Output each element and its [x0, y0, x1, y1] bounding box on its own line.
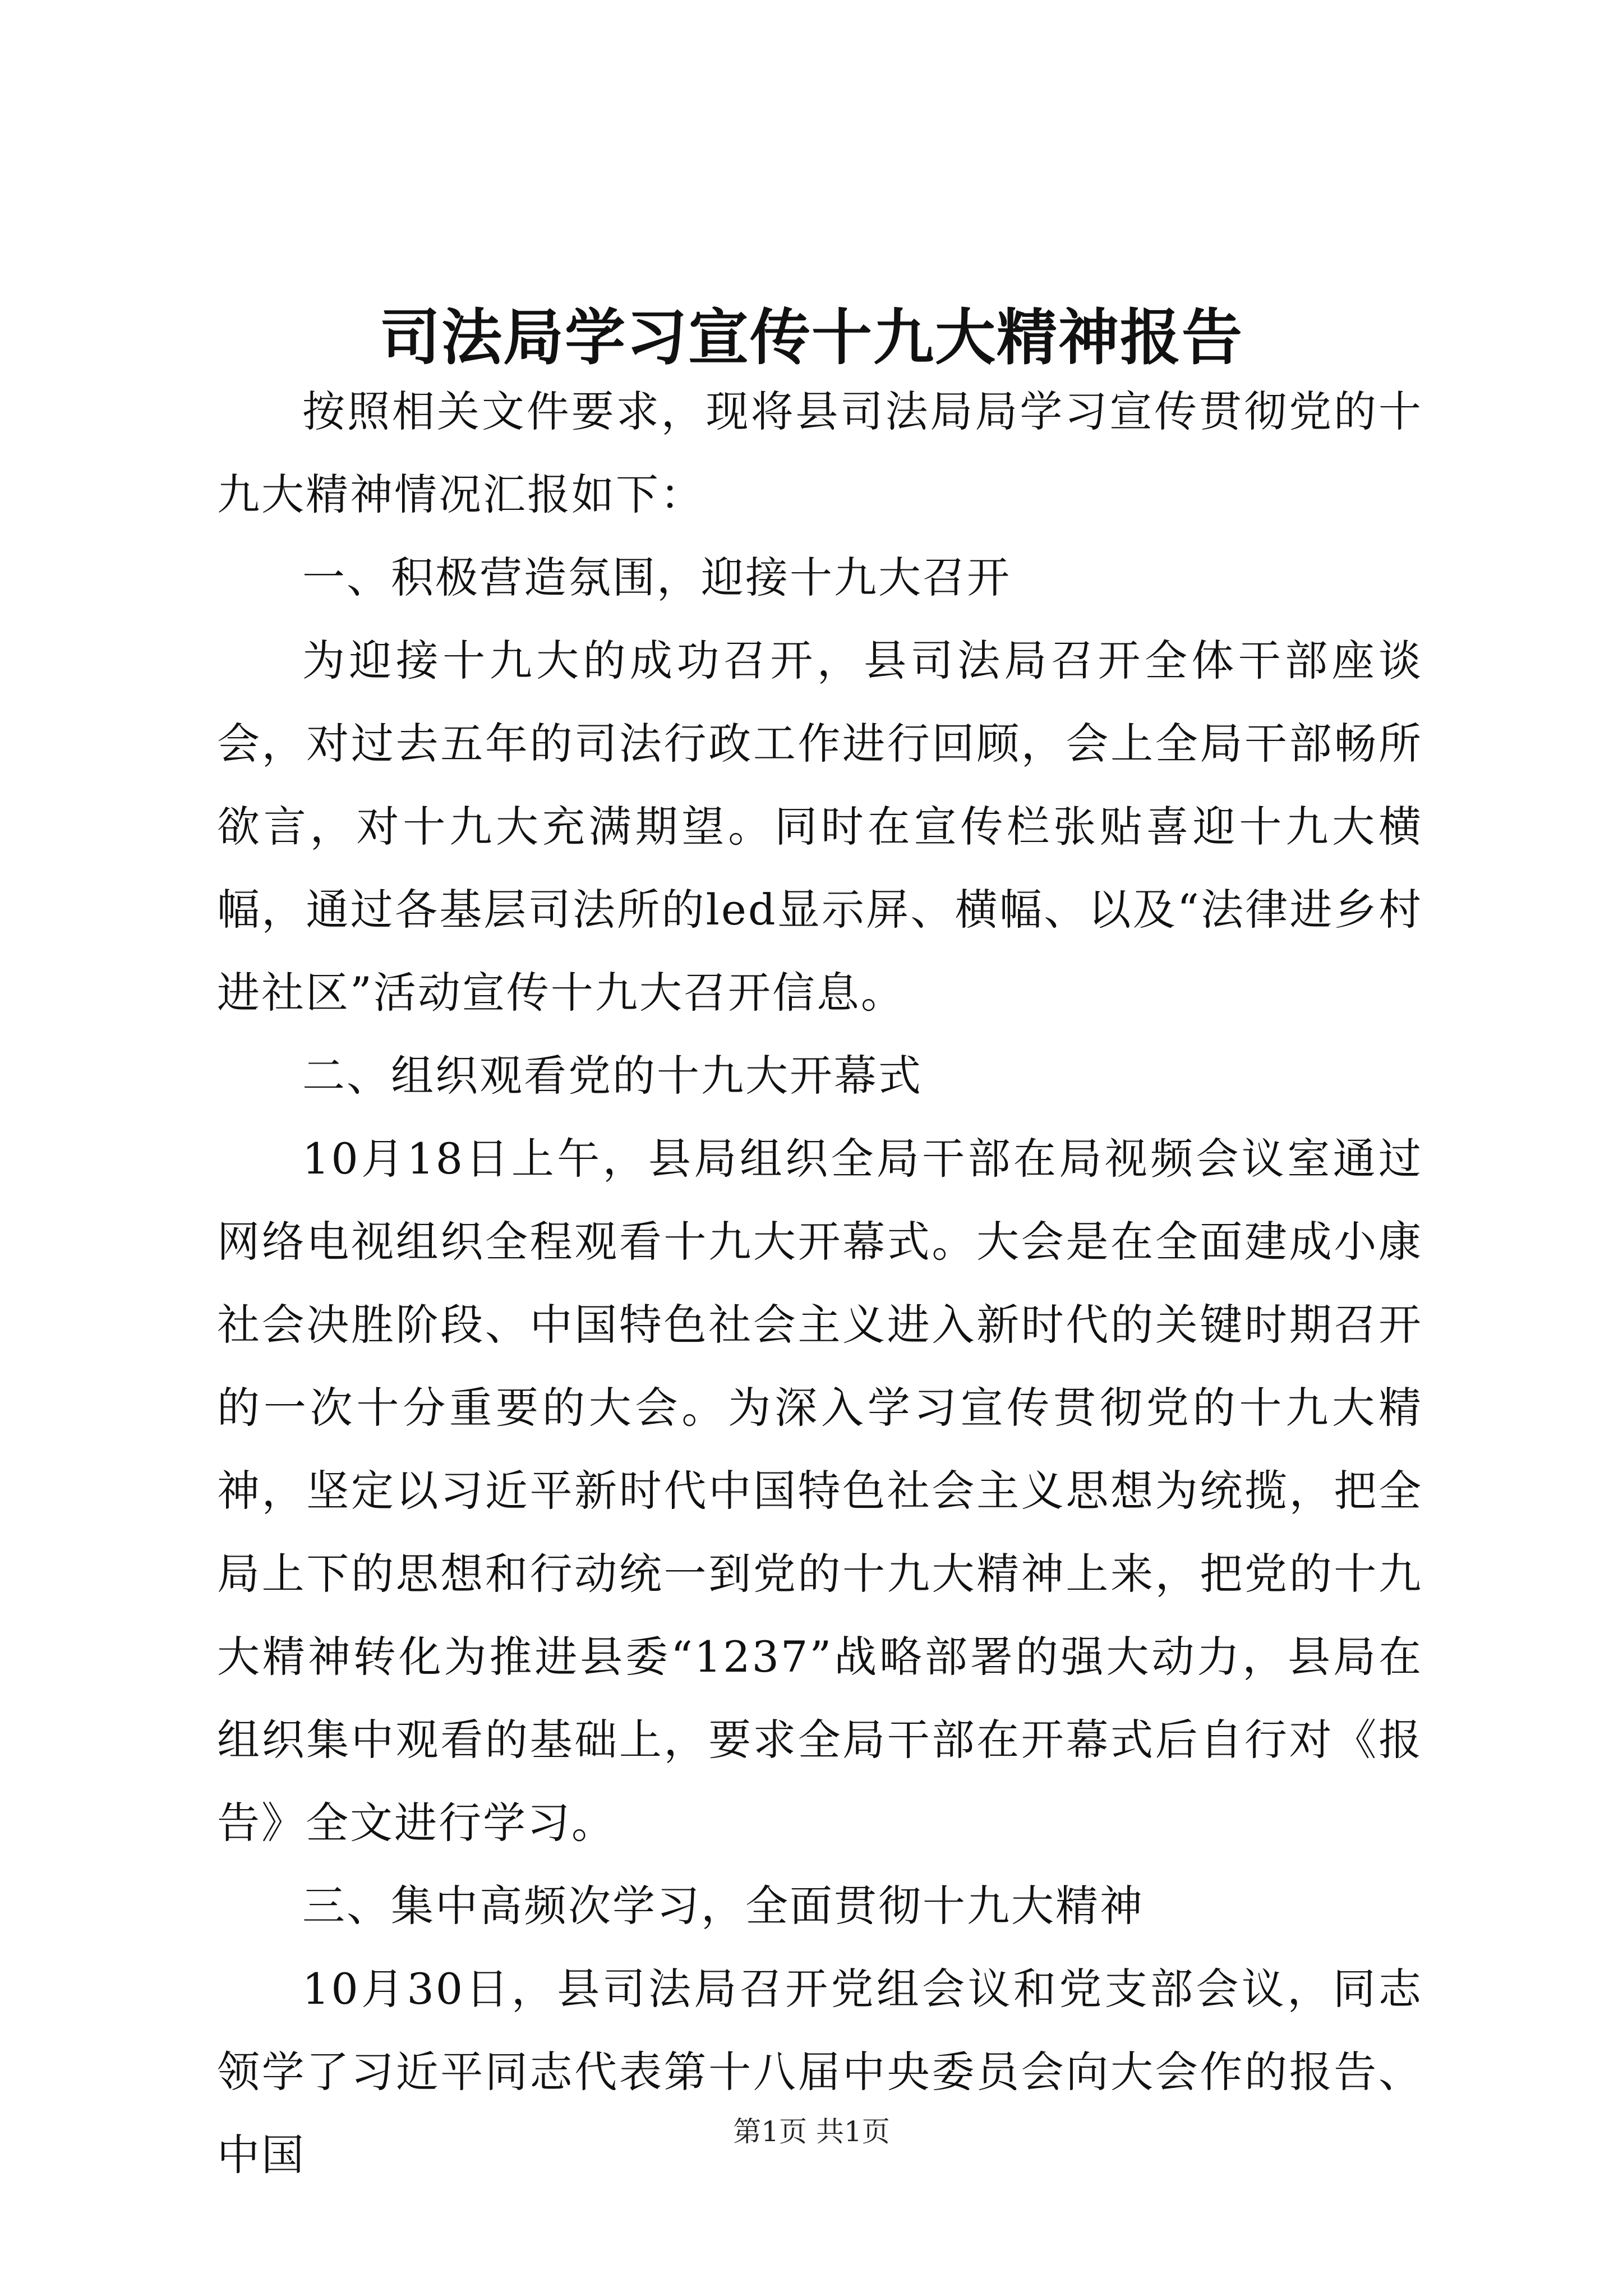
document-body — [217, 370, 1423, 2197]
section-heading-1: 一、积极营造氛围，迎接十九大召开 — [302, 553, 1011, 602]
page-footer: 第1页 共1页 — [733, 2115, 890, 2148]
section-paragraph-3: 10月30日，县司法局召开党组会议和党支部会议，同志领学了习近平同志代表第十八届中央委员会向大会作的报告、中国 — [217, 1964, 1423, 2180]
intro-paragraph: 按照相关文件要求，现将县司法局局学习宣传贯彻党的十九大精神情况汇报如下： — [217, 386, 1423, 519]
section-heading-2: 二、组织观看党的十九大开幕式 — [302, 1051, 923, 1101]
section-paragraph-1: 为迎接十九大的成功召开，县司法局召开全体干部座谈会，对过去五年的司法行政工作进行回顾，会上全局干部畅所欲言，对十九大充满期望。同时在宣传栏张贴喜迎十九大横幅，通过各基层司法所的led显示屏、横幅、以及“法律进乡村进社区”活动宣传十九大召开信息。 — [217, 636, 1423, 1018]
document-title: 司法局学习宣传十九大精神报告 — [379, 302, 1243, 373]
section-paragraph-2: 10月18日上午，县局组织全局干部在局视频会议室通过网络电视组织全程观看十九大开幕式。大会是在全面建成小康社会决胜阶段、中国特色社会主义进入新时代的关键时期召开的一次十分重要的大会。为深入学习宣传贯彻党的十九大精神，坚定以习近平新时代中国特色社会主义思想为统揽，把全局上下的思想和行动统一到党的十九大精神上来，把党的十九大精神转化为推进县委“1237”战略部署的强大动力，县局在组织集中观看的基础上，要求全局干部在开幕式后自行对《报告》全文进行学习。 — [217, 1134, 1423, 1848]
section-heading-3: 三、集中高频次学习，全面贯彻十九大精神 — [302, 1881, 1144, 1931]
